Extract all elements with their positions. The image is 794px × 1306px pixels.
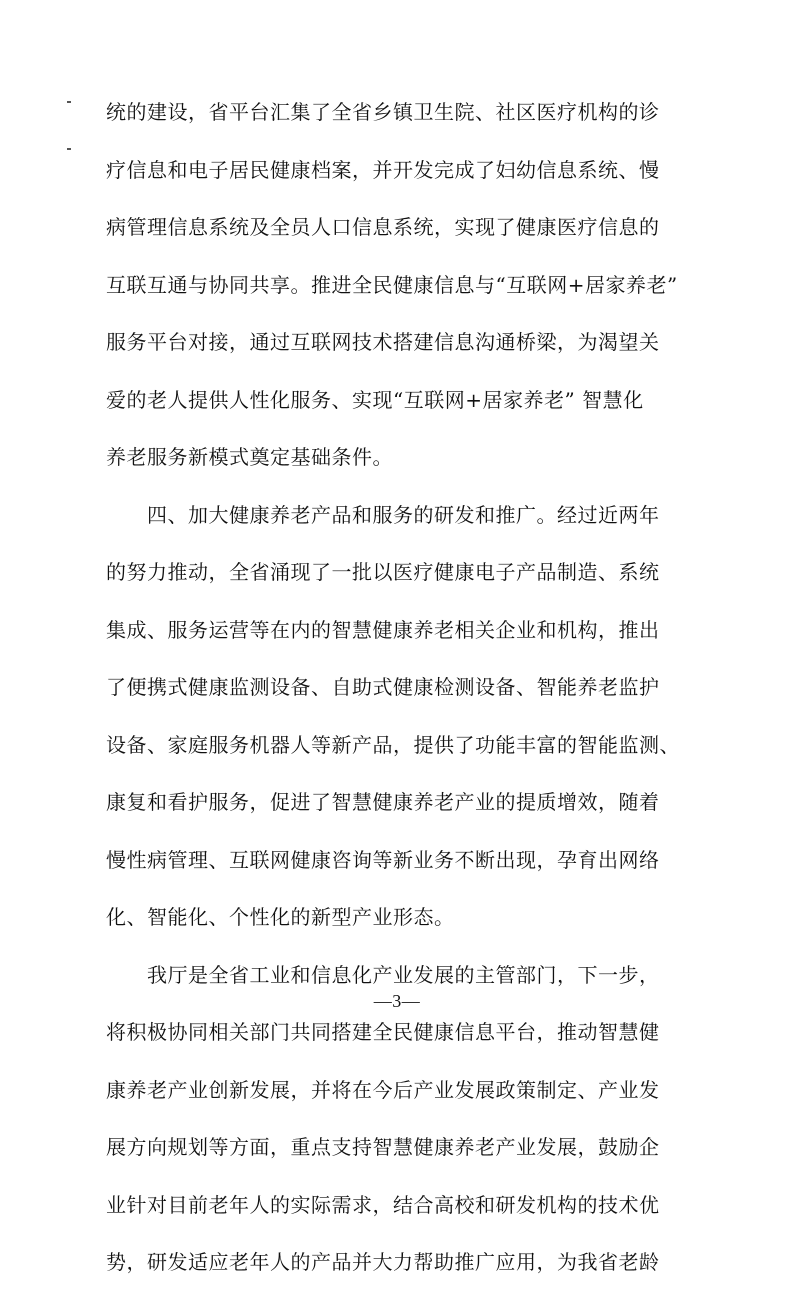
page-number: —3— xyxy=(373,991,421,1011)
scan-mark xyxy=(67,101,71,103)
text-line: 我厅是全省工业和信息化产业发展的主管部门，下一步， xyxy=(106,962,660,987)
scan-mark xyxy=(67,148,71,150)
text-line: 设备、家庭服务机器人等新产品，提供了功能丰富的智能监测、 xyxy=(106,732,680,757)
text-line: 势，研发适应老年人的产品并大力帮助推广应用，为我省老龄 xyxy=(106,1250,660,1274)
text-line: 集成、服务运营等在内的智慧健康养老相关企业和机构，推出 xyxy=(106,617,660,642)
text-line: 病管理信息系统及全员人口信息系统，实现了健康医疗信息的 xyxy=(106,215,660,239)
text-line: 互联互通与协同共享。推进全民健康信息与“互联网+居家养老” xyxy=(106,272,678,297)
text-line: 展方向规划等方面，重点支持智慧健康养老产业发展，鼓励企 xyxy=(106,1135,660,1159)
text-line: 康复和看护服务，促进了智慧健康养老产业的提质增效，随着 xyxy=(106,790,660,814)
text-line: 统的建设，省平台汇集了全省乡镇卫生院、社区医疗机构的诊 xyxy=(106,100,660,124)
text-line: 康养老产业创新发展，并将在今后产业发展政策制定、产业发 xyxy=(106,1077,660,1102)
text-line: 业针对目前老年人的实际需求，结合高校和研发机构的技术优 xyxy=(106,1192,660,1217)
text-line: 疗信息和电子居民健康档案，并开发完成了妇幼信息系统、慢 xyxy=(106,157,660,182)
text-line: 爱的老人提供人性化服务、实现“互联网+居家养老” 智慧化 xyxy=(106,387,644,412)
text-line: 慢性病管理、互联网健康咨询等新业务不断出现，孕育出网络 xyxy=(106,847,660,872)
text-line: 将积极协同相关部门共同搭建全民健康信息平台，推动智慧健 xyxy=(106,1020,660,1044)
text-line: 了便携式健康监测设备、自助式健康检测设备、智能养老监护 xyxy=(106,675,660,699)
text-line: 服务平台对接，通过互联网技术搭建信息沟通桥梁，为渴望关 xyxy=(106,330,660,354)
text-line: 四、加大健康养老产品和服务的研发和推广。经过近两年 xyxy=(106,502,660,527)
text-line: 的努力推动，全省涌现了一批以医疗健康电子产品制造、系统 xyxy=(106,560,660,584)
body-text xyxy=(106,98,706,1306)
text-line: 化、智能化、个性化的新型产业形态。 xyxy=(106,905,455,929)
text-line: 养老服务新模式奠定基础条件。 xyxy=(106,445,393,469)
